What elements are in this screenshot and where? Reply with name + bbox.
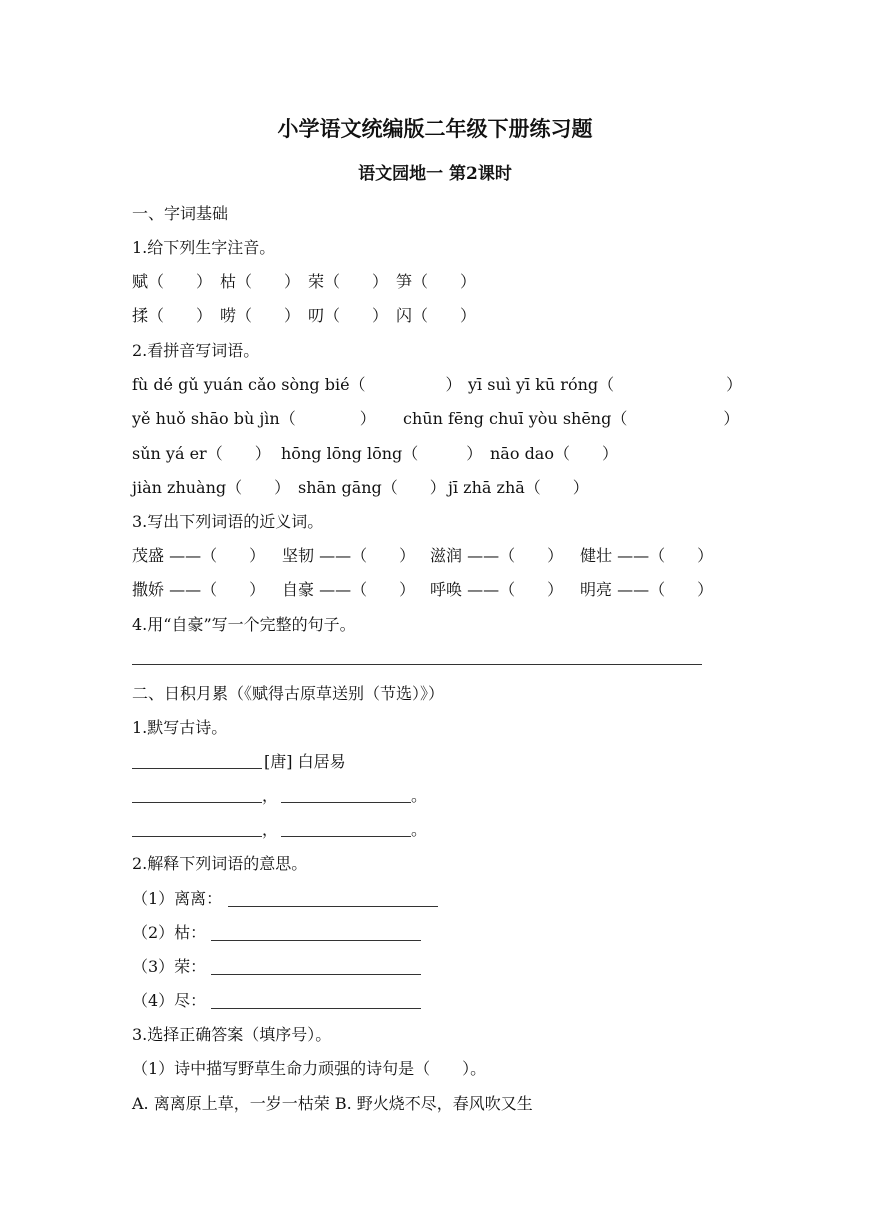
q1-char: 荣（ ） bbox=[308, 272, 389, 291]
synonym-item: 撒娇 ——（ ） bbox=[132, 580, 266, 599]
explain-item-4: （4）尽： bbox=[132, 991, 207, 1010]
s2-q3-sub1: （1）诗中描写野草生命力顽强的诗句是（ ）。 bbox=[132, 1059, 487, 1078]
explain-item-1: （1）离离： bbox=[132, 889, 223, 908]
pinyin-item: shān gāng（ ） bbox=[298, 478, 446, 497]
s2-q3-label: 3.选择正确答案（填序号）。 bbox=[132, 1025, 332, 1044]
q3-label: 3.写出下列词语的近义词。 bbox=[132, 512, 324, 531]
q1-char: 笋（ ） bbox=[396, 272, 477, 291]
pinyin-item: yě huǒ shāo bù jìn（ ） bbox=[132, 409, 376, 428]
s2-q3-options: A. 离离原上草，一岁一枯荣 B. 野火烧不尽，春风吹又生 bbox=[132, 1094, 533, 1113]
pinyin-item: jī zhā zhā（ ） bbox=[448, 478, 589, 497]
q4-answer-line[interactable] bbox=[132, 664, 702, 665]
synonym-item: 自豪 ——（ ） bbox=[282, 580, 416, 599]
q4-label: 4.用“自豪”写一个完整的句子。 bbox=[132, 615, 356, 634]
pinyin-item: jiàn zhuàng（ ） bbox=[132, 478, 291, 497]
poem-title-line[interactable] bbox=[132, 768, 262, 769]
poem-period: 。 bbox=[411, 820, 428, 839]
synonym-item: 呼唤 ——（ ） bbox=[430, 580, 564, 599]
q1-char: 唠（ ） bbox=[220, 306, 301, 325]
poem-line-1b[interactable] bbox=[281, 802, 411, 803]
explain-answer-line-3[interactable] bbox=[211, 974, 421, 975]
pinyin-item: nāo dao（ ） bbox=[490, 444, 618, 463]
synonym-item: 健壮 ——（ ） bbox=[580, 546, 714, 565]
synonym-item: 明亮 ——（ ） bbox=[580, 580, 714, 599]
poem-author: [唐] 白居易 bbox=[264, 752, 346, 771]
explain-answer-line-1[interactable] bbox=[228, 906, 438, 907]
q1-char: 叨（ ） bbox=[308, 306, 389, 325]
page-subtitle: 语文园地一 第2课时 bbox=[358, 164, 512, 184]
poem-comma: ， bbox=[262, 786, 279, 805]
section2-heading: 二、日积月累（《赋得古原草送别（节选）》） bbox=[132, 684, 445, 703]
poem-comma: ， bbox=[262, 820, 279, 839]
synonym-item: 滋润 ——（ ） bbox=[430, 546, 564, 565]
pinyin-item: sǔn yá er（ ） bbox=[132, 444, 271, 463]
q1-char: 赋（ ） bbox=[132, 272, 213, 291]
explain-answer-line-2[interactable] bbox=[211, 940, 421, 941]
s2-q2-label: 2.解释下列词语的意思。 bbox=[132, 854, 308, 873]
q1-char: 闪（ ） bbox=[396, 306, 477, 325]
poem-line-2a[interactable] bbox=[132, 836, 262, 837]
q1-char: 枯（ ） bbox=[220, 272, 301, 291]
s2-q1-label: 1.默写古诗。 bbox=[132, 718, 228, 737]
explain-item-3: （3）荣： bbox=[132, 957, 207, 976]
pinyin-item: hōng lōng lōng（ ） bbox=[281, 444, 483, 463]
section1-heading: 一、字词基础 bbox=[132, 204, 229, 223]
explain-answer-line-4[interactable] bbox=[211, 1008, 421, 1009]
q2-label: 2.看拼音写词语。 bbox=[132, 341, 260, 360]
pinyin-item: yī suì yī kū róng（ ） bbox=[468, 375, 743, 394]
poem-period: 。 bbox=[411, 786, 428, 805]
poem-line-1a[interactable] bbox=[132, 802, 262, 803]
q1-char: 揉（ ） bbox=[132, 306, 213, 325]
synonym-item: 坚韧 ——（ ） bbox=[282, 546, 416, 565]
poem-line-2b[interactable] bbox=[281, 836, 411, 837]
synonym-item: 茂盛 ——（ ） bbox=[132, 546, 266, 565]
pinyin-item: chūn fēng chuī yòu shēng（ ） bbox=[403, 409, 740, 428]
pinyin-item: fù dé gǔ yuán cǎo sòng bié（ ） bbox=[132, 375, 462, 394]
q1-label: 1.给下列生字注音。 bbox=[132, 238, 276, 257]
explain-item-2: （2）枯： bbox=[132, 923, 207, 942]
page-title: 小学语文统编版二年级下册练习题 bbox=[277, 116, 593, 141]
